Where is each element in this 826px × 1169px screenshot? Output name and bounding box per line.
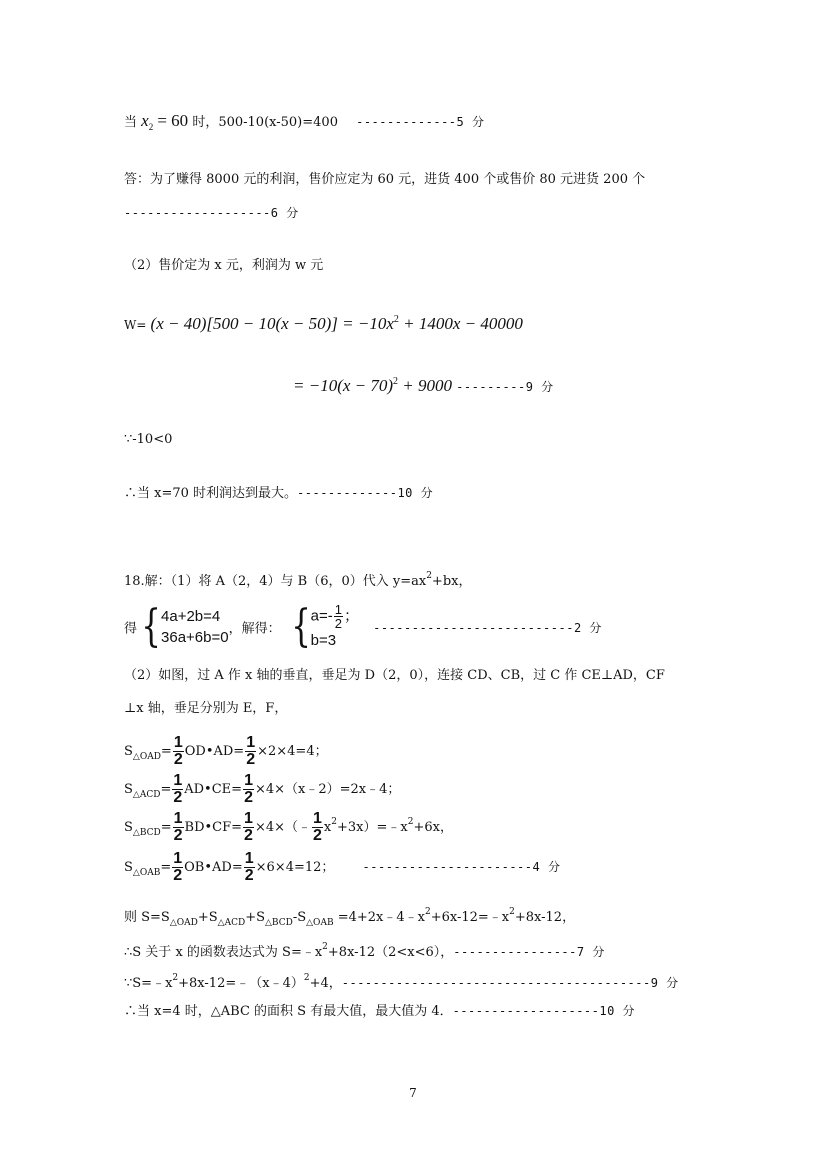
text-get: 得 (124, 621, 138, 637)
score-marker: ----------------------------------------9 分 (341, 976, 679, 990)
subscript: △OAD (169, 918, 198, 928)
vertex-expr: = −10(x − 70) (293, 376, 394, 395)
score-marker: --------------------------2 分 (373, 620, 602, 635)
equals: = (160, 744, 172, 759)
solution (311, 603, 359, 651)
var-x: $x_2$ (141, 111, 154, 132)
final-conclusion (124, 1001, 635, 1022)
subscript: △OAB (132, 868, 161, 878)
score-marker: ----------------------4 分 (362, 860, 561, 874)
exponent: 2 (172, 973, 179, 983)
subscript: △OAB (306, 918, 334, 928)
exponent: 2 (331, 817, 337, 827)
t-g: +8x-12， (514, 910, 576, 925)
profit-expr-tail: + 1400x − 40000 (398, 314, 523, 333)
exponent: 2 (322, 942, 328, 952)
profit-equation (124, 310, 523, 336)
part2-line1: （2）如图，过 A 作 x 轴的垂直，垂足为 D（2，0），连接 CD、CB，过 C 作 CE⊥AD，CF (124, 668, 665, 683)
equation-text: 时，500-10(x-50)=400 (192, 115, 338, 130)
f-a: ∴S 关于 x 的函数表达式为 S=﹣x (124, 945, 323, 960)
vertex-line (124, 968, 679, 994)
page-number: 7 (409, 1086, 417, 1100)
intro-text-tail: +bx， (431, 574, 472, 589)
answer-summary: 答：为了赚得 8000 元的利润，售价应定为 60 元，进货 400 个或售价 80 元进货 200 个 (124, 172, 646, 187)
equals: = (160, 782, 172, 797)
w-label: W= (124, 318, 147, 332)
exponent: 2 (303, 973, 310, 983)
product: OB•AD= (184, 860, 243, 875)
t-c: +S (245, 910, 266, 925)
total-area-line (124, 902, 575, 933)
f-b: +8x-12（2<x<6）， (327, 945, 454, 960)
result-a: ×4×（﹣ (254, 820, 312, 835)
score-marker: ---------9 分 (456, 380, 554, 394)
score-marker: -------------------10 分 (452, 1004, 636, 1018)
profit-vertex-form (293, 372, 554, 398)
conclusion-text: ∴当 x=70 时利润达到最大。 (124, 486, 298, 501)
result: ×6×4=12； (255, 860, 335, 875)
profit-expr: (x − 40)[500 − 10(x − 50)] = −10x (150, 314, 394, 333)
exponent: 2 (424, 907, 431, 917)
vertex-expr-tail: + 9000 (398, 376, 453, 395)
intro-text: 18.解：（1）将 A（2，4）与 B（6，0）代入 y=ax (124, 574, 427, 589)
score-marker: ----------------7 分 (453, 945, 605, 959)
area-acd (124, 773, 400, 806)
t-b: +S (197, 910, 218, 925)
fraction-half: $\frac{1}{2}$ (173, 772, 183, 806)
conclusion-line (124, 483, 433, 504)
s-symbol: S (124, 820, 133, 835)
system-equations (161, 606, 229, 648)
area-oab (124, 851, 560, 884)
v-a: ∵S=﹣x (124, 976, 173, 991)
fraction-half: $\frac{1}{2}$ (334, 602, 342, 631)
score-marker: -------------------6 分 (124, 206, 299, 220)
subscript: △ACD (217, 918, 246, 928)
exponent: 2 (393, 376, 399, 387)
q18-intro (124, 566, 471, 592)
sol-b: b=3 (310, 632, 337, 649)
result-c: +3x）=﹣x (337, 820, 408, 835)
t-d: -S (292, 910, 307, 925)
product: BD•CF= (184, 820, 243, 835)
fraction-half: $\frac{1}{2}$ (313, 810, 322, 844)
fraction-half: $\frac{1}{2}$ (173, 734, 183, 768)
s-symbol: S (124, 860, 133, 875)
t-a: 则 S=S (124, 910, 170, 925)
product: OD•AD= (184, 744, 245, 759)
exponent: 2 (393, 314, 399, 325)
result-b: x (323, 820, 332, 835)
s-symbol: S (124, 744, 133, 759)
result: ×2×4=4； (257, 744, 328, 759)
product: AD•CE= (184, 782, 243, 797)
exponent: 2 (426, 571, 432, 581)
function-expression-line (124, 937, 605, 963)
text-when: 当 (124, 115, 138, 130)
sol-a (311, 603, 359, 630)
eq2: 36a+6b=0 (161, 629, 229, 646)
part2-heading: （2）售价定为 x 元，利润为 w 元 (124, 258, 324, 273)
equals: = (160, 820, 172, 835)
area-bcd (124, 811, 453, 844)
fraction-half: $\frac{1}{2}$ (244, 850, 254, 884)
t-e: =4+2x﹣4﹣x (333, 910, 425, 925)
sol-a-post: ； (343, 607, 359, 625)
left-brace: { (141, 601, 161, 652)
subscript: △ACD (132, 790, 161, 800)
subscript: △BCD (265, 918, 293, 928)
fraction-half: $\frac{1}{2}$ (173, 850, 183, 884)
score-marker: -------------5 分 (356, 115, 485, 129)
part2-line2: ⊥x 轴，垂足分别为 E，F， (124, 701, 288, 716)
result: ×4×（x﹣2）=2x﹣4； (254, 782, 401, 797)
because-line: ∵-10<0 (124, 432, 173, 447)
fraction-half: $\frac{1}{2}$ (244, 772, 253, 806)
score-marker: -------------10 分 (297, 486, 434, 500)
eq-value: = 60 (157, 111, 189, 130)
s-symbol: S (124, 782, 133, 797)
v-b: +8x-12=﹣（x﹣4） (178, 976, 304, 991)
area-oad (124, 735, 328, 768)
subscript: △OAD (132, 752, 161, 762)
exponent: 2 (407, 817, 414, 827)
t-f: +6x-12=﹣x (430, 910, 510, 925)
text-solve: ，解得： (228, 621, 281, 637)
final-text: ∴当 x=4 时，△ABC 的面积 S 有最大值，最大值为 4． (124, 1004, 453, 1019)
fraction-half: $\frac{1}{2}$ (173, 810, 183, 844)
subscript: △BCD (132, 828, 161, 838)
answer-line-x2 (124, 111, 484, 137)
eq1: 4a+2b=4 (161, 608, 221, 625)
fraction-half: $\frac{1}{2}$ (246, 734, 256, 768)
equals: = (160, 860, 172, 875)
equation-system (124, 603, 602, 651)
exponent: 2 (509, 907, 515, 917)
fraction-half: $\frac{1}{2}$ (244, 810, 253, 844)
sol-a-pre: a=- (310, 607, 333, 625)
v-c: +4， (309, 976, 342, 991)
result-d: +6x， (413, 820, 453, 835)
left-brace: { (290, 601, 311, 652)
